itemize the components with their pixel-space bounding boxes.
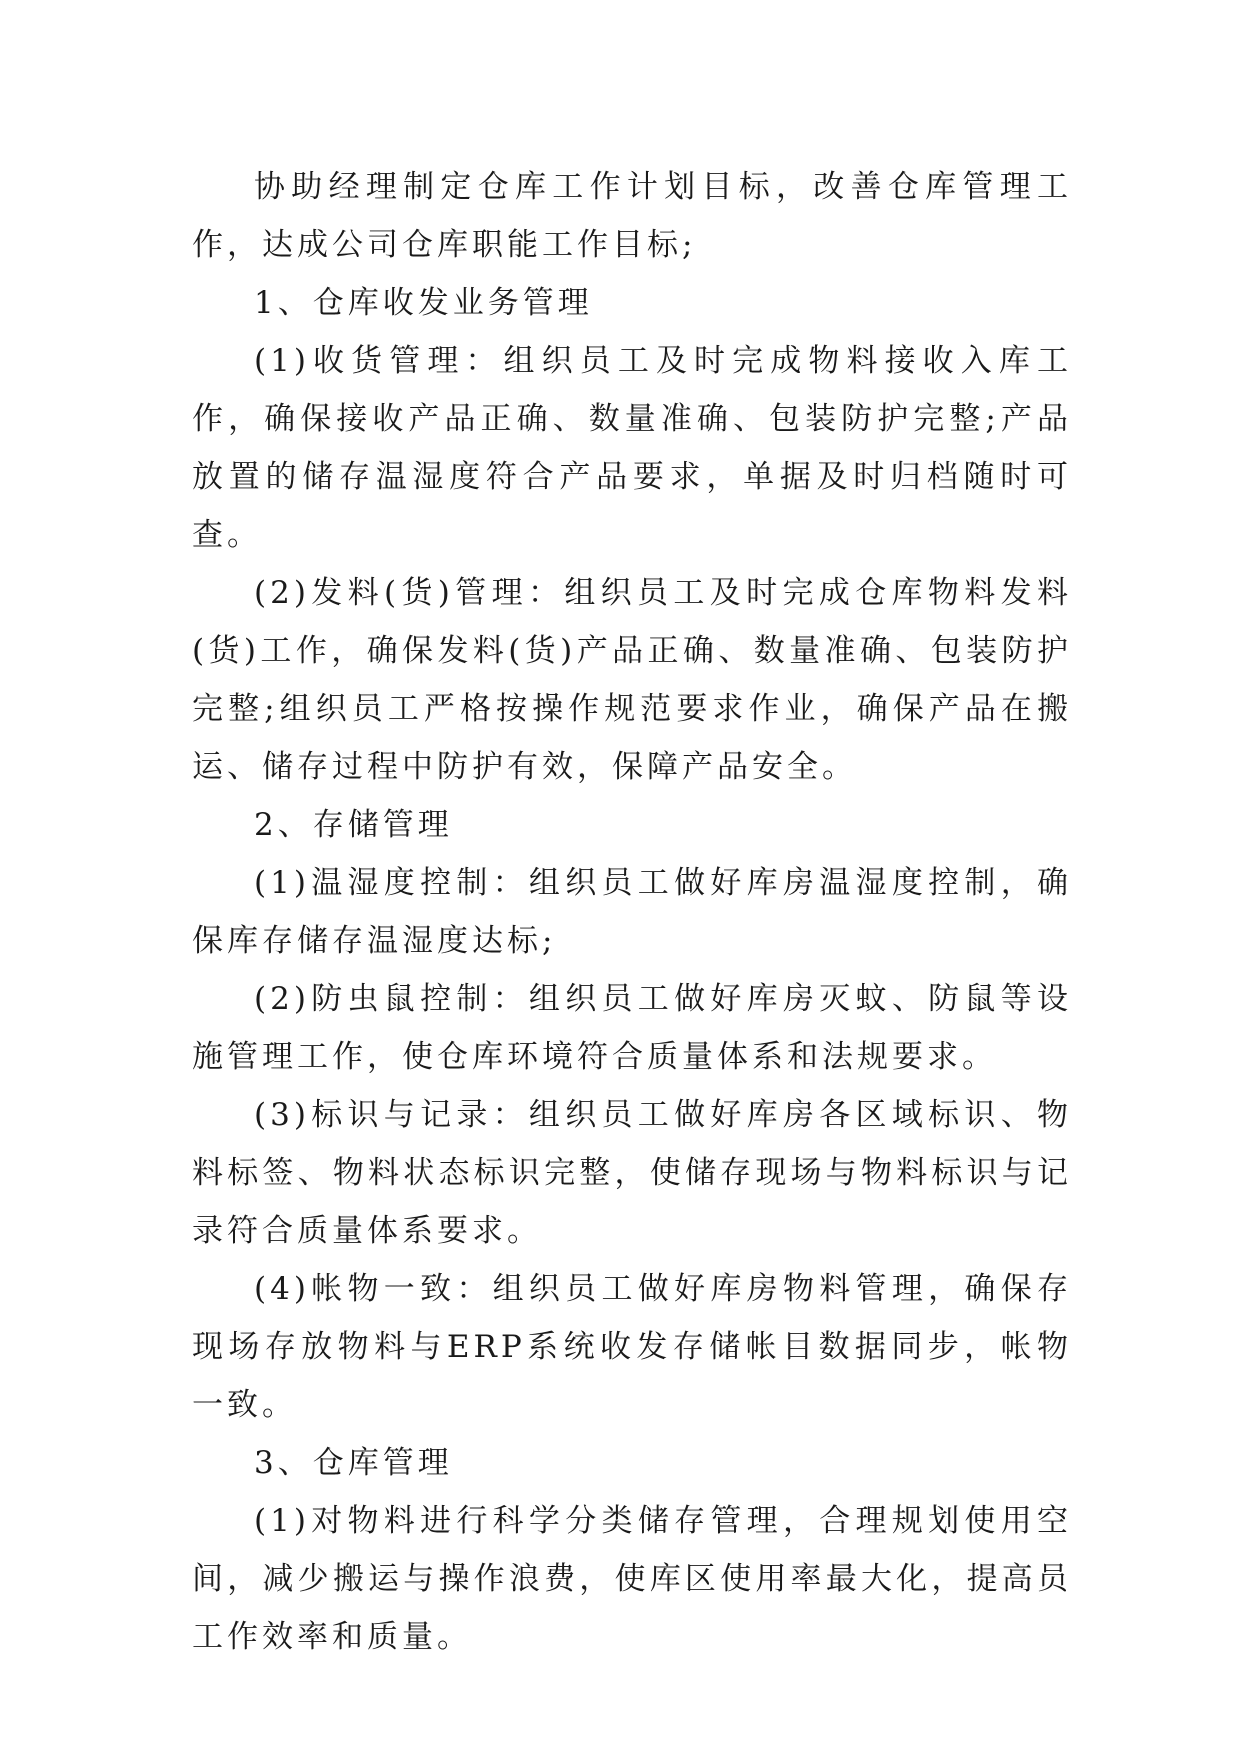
heading-warehouse: 3、仓库管理 [254,1445,453,1481]
heading-receiving-shipping: 1、仓库收发业务管理 [254,285,593,321]
paragraph-shipping: (2)发料(货)管理：组织员工及时完成仓库物料发料(货)工作，确保发料(货)产品正确、数量准确、包装防护完整;组织员工严格按操作规范要求作业，确保产品在搬运、储存过程中防护有效，保障产品安全。 [192,575,1072,785]
paragraph-inventory-match: (4)帐物一致：组织员工做好库房物料管理，确保存现场存放物料与ERP系统收发存储帐目数据同步，帐物一致。 [192,1271,1072,1423]
paragraph-receiving: (1)收货管理：组织员工及时完成物料接收入库工作，确保接收产品正确、数量准确、包装防护完整;产品放置的储存温湿度符合产品要求，单据及时归档随时可查。 [192,343,1072,553]
paragraph-humidity: (1)温湿度控制：组织员工做好库房温湿度控制，确保库存储存温湿度达标; [192,865,1072,959]
paragraph-classification: (1)对物料进行科学分类储存管理，合理规划使用空间，减少搬运与操作浪费，使库区使用率最大化，提高员工作效率和质量。 [192,1503,1072,1655]
heading-storage: 2、存储管理 [254,807,453,843]
paragraph-intro: 协助经理制定仓库工作计划目标，改善仓库管理工作，达成公司仓库职能工作目标; [192,169,1072,263]
paragraph-labeling: (3)标识与记录：组织员工做好库房各区域标识、物料标签、物料状态标识完整，使储存现场与物料标识与记录符合质量体系要求。 [192,1097,1072,1249]
paragraph-pest-control: (2)防虫鼠控制：组织员工做好库房灭蚊、防鼠等设施管理工作，使仓库环境符合质量体系和法规要求。 [192,981,1072,1075]
document-body [192,158,1072,1666]
